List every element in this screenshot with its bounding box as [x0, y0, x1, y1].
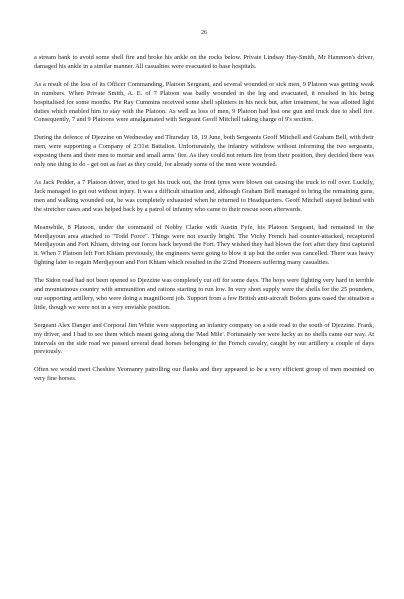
paragraph: Often we would meet Cheshire Yeomanry patrolling our flanks and they appeared to be a very efficient group of men mounted on very fine horses.	[34, 366, 374, 383]
page-number: 26	[201, 30, 207, 36]
paragraph: The Sidon road had not been opened so Djezzine was completely cut off for some days. The boys were fighting very hard in terrible and mountainous country with ammunition and rations starting to run low. In very short supply were the shells for the 25 pounders, our supporting artillery, who were doing a magnificent job. Support from a few British anti-aircraft Bofors guns eased the situation a little, though we were not in a very enviable position.	[34, 277, 374, 311]
paragraph: As a result of the loss of its Officer Commanding, Platoon Sergeant, and several wounded or sick men, 9 Platoon was getting weak in numbers. When Private Smith, A. E. of 7 Platoon was badly wounded in the leg and evacuated, it resulted in his being hospitalised for some months. Pte Ray Cummins received some shell splinters in his neck but, after treatment, he was allotted light duties which enabled him to stay with the Platoon. As well as loss of men, 9 Platoon had lost one gun and truck due to shell fire. Consequently, 7 and 9 Platoons were amalgamated with Sergeant Geoff Mitchell taking charge of 9's section.	[34, 80, 374, 124]
paragraph: Meanwhile, 8 Platoon, under the command of Nobby Clarke with Austin Fyfe, his Platoon Sergeant, had remained in the Merdjayoun area attached to "Todd Force". Things were not exactly bright. The Vichy French had counter-attacked, recaptured Merdjayoun and Fort Khiam, driving our forces back beyond the Fort. They wished they had blown the fort after they first captured it. When 7 Platoon left Fort Khiam previously, the engineers were going to blow it up but the order was cancelled. There was heavy fighting later to regain Merdjayoun and Fort Khiam which resulted in the 2/2nd Pioneers suffering many casualties.	[34, 223, 374, 267]
paragraph: As Jack Pedder, a 7 Platoon driver, tried to get his truck out, the front tyres were blown out causing the truck to roll over. Luckily, Jack managed to get out without injury. It was a difficult situation and, although Graham Bell managed to bring the remaining guns, men and walking wounded out, he was completely exhausted when he returned to Headquarters. Geoff Mitchell stayed behind with the stretcher cases and was helped back by a patrol of infantry who came to their rescue soon afterwards.	[34, 178, 374, 213]
paragraph: Sergeant Alex Danger and Corporal Jim White were supporting an infantry company on a side road to the south of Djezzine. Frank, my driver, and I had to see them which meant going along the 'Mad Mile'. Fortunately we were lucky as no shells came our way. At intervals on the side road we passed several dead horses belonging to the French cavalry, caught by our artillery a couple of days previously.	[34, 321, 374, 356]
paragraph: During the defence of Djezzine on Wednesday and Thursday 18, 19 June, both Sergeants Geoff Mitchell and Graham Bell, with their men, were supporting a Company of 2/31st Battalion. Unfortunately, the infantry withdrew without informing the two sergeants, exposing them and their men to mortar and small arms' fire. As they could not return fire from their position, they decided there was only one thing to do - get out as fast as they could, for already some of the men were wounded.	[34, 134, 374, 169]
paragraph: a stream bank to avoid some shell fire and broke his ankle on the rocks below. Private Lindsay Hay-Smith, Mr Hammon's driver, damaged his ankle in a similar manner. All casualties were evacuated to base hospitals.	[34, 54, 374, 70]
